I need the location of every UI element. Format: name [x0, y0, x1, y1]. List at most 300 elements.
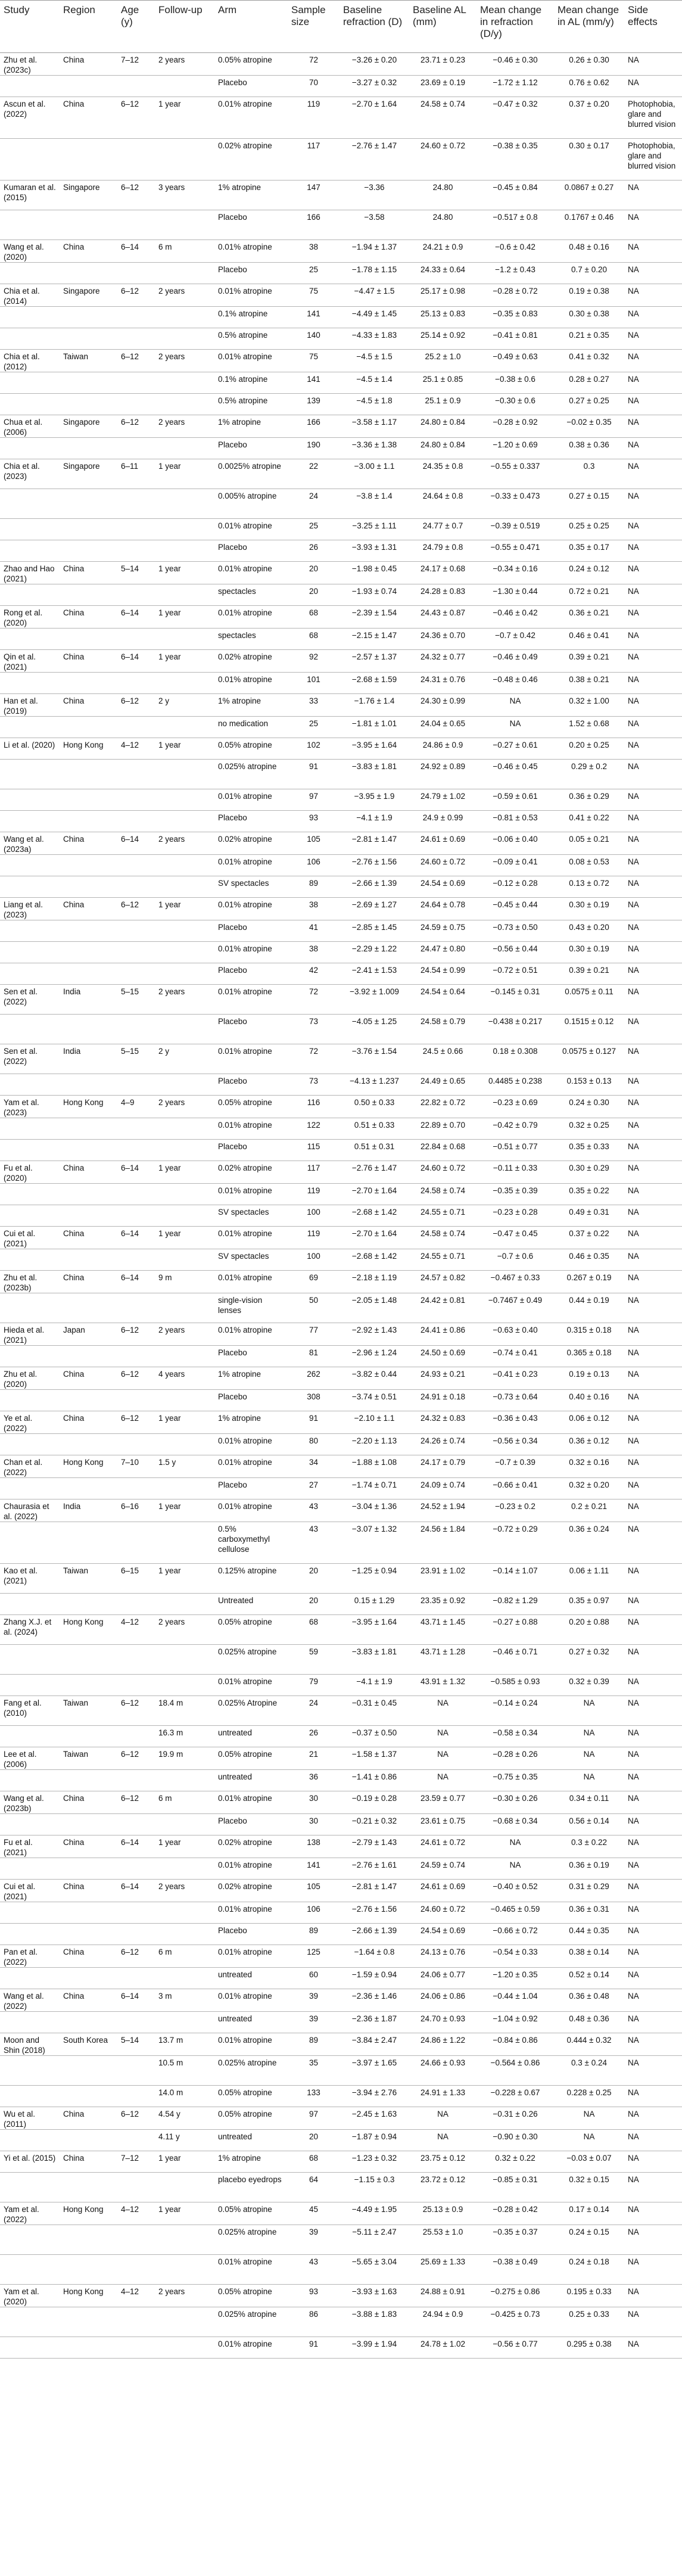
cell-arm: 0.01% atropine	[214, 985, 288, 1015]
cell-follow-up	[155, 1968, 214, 1989]
cell-sample-size: 125	[288, 1945, 340, 1968]
table-row	[0, 1323, 682, 1346]
cell-baseline-refraction: −3.95 ± 1.64	[340, 738, 409, 760]
cell-age: 6–14	[117, 1835, 155, 1858]
table-row	[0, 760, 682, 789]
cell-change-al: 0.1767 ± 0.46	[554, 210, 624, 240]
cell-side-effects: NA	[624, 1293, 682, 1323]
table-row	[0, 650, 682, 673]
table-row	[0, 2255, 682, 2285]
cell-baseline-al: 43.71 ± 1.28	[409, 1645, 477, 1675]
cell-arm: 0.01% atropine	[214, 2337, 288, 2359]
cell-arm: Placebo	[214, 1478, 288, 1499]
cell-baseline-al: 23.91 ± 1.02	[409, 1564, 477, 1594]
cell-study: Chia et al. (2023)	[0, 459, 60, 489]
cell-age	[117, 1645, 155, 1675]
cell-baseline-al: 24.88 ± 0.91	[409, 2285, 477, 2307]
cell-baseline-al: 25.13 ± 0.83	[409, 307, 477, 328]
cell-sample-size: 116	[288, 1096, 340, 1118]
cell-region: China	[60, 694, 117, 717]
cell-age: 4–12	[117, 1615, 155, 1645]
cell-study	[0, 1902, 60, 1924]
cell-study: Chaurasia et al. (2022)	[0, 1499, 60, 1522]
cell-baseline-al: 23.71 ± 0.23	[409, 53, 477, 76]
cell-study	[0, 673, 60, 694]
cell-change-al: 0.36 ± 0.21	[554, 606, 624, 629]
cell-side-effects: NA	[624, 629, 682, 650]
cell-change-refraction: NA	[477, 694, 554, 717]
cell-baseline-al: 24.79 ± 1.02	[409, 789, 477, 811]
cell-change-refraction: −0.275 ± 0.86	[477, 2285, 554, 2307]
cell-baseline-al: 24.5 ± 0.66	[409, 1044, 477, 1074]
cell-age	[117, 1434, 155, 1455]
cell-region: China	[60, 562, 117, 584]
table-row	[0, 2225, 682, 2255]
cell-age	[117, 2255, 155, 2285]
cell-sample-size: 68	[288, 1615, 340, 1645]
cell-change-refraction: −1.20 ± 0.69	[477, 438, 554, 459]
cell-side-effects: NA	[624, 738, 682, 760]
cell-change-al: 0.37 ± 0.22	[554, 1227, 624, 1249]
cell-baseline-refraction: −0.21 ± 0.32	[340, 1814, 409, 1835]
cell-change-al: 0.46 ± 0.41	[554, 629, 624, 650]
cell-change-refraction: −0.55 ± 0.471	[477, 540, 554, 562]
cell-baseline-refraction: −3.58	[340, 210, 409, 240]
cell-region: Hong Kong	[60, 1615, 117, 1645]
cell-region: Singapore	[60, 459, 117, 489]
cell-baseline-al: 24.94 ± 0.9	[409, 2307, 477, 2337]
cell-change-al: 0.30 ± 0.19	[554, 898, 624, 920]
cell-baseline-al: 24.60 ± 0.72	[409, 139, 477, 181]
cell-age: 6–14	[117, 1227, 155, 1249]
cell-change-al: 0.30 ± 0.38	[554, 307, 624, 328]
cell-follow-up	[155, 1434, 214, 1455]
cell-age	[117, 1522, 155, 1564]
cell-side-effects: NA	[624, 1747, 682, 1770]
table-row	[0, 97, 682, 139]
cell-follow-up: 1 year	[155, 650, 214, 673]
cell-arm: Placebo	[214, 920, 288, 942]
cell-sample-size: 92	[288, 650, 340, 673]
cell-study	[0, 263, 60, 284]
cell-region: China	[60, 2151, 117, 2173]
table-row	[0, 372, 682, 394]
cell-region	[60, 1924, 117, 1945]
cell-side-effects: NA	[624, 1323, 682, 1346]
cell-baseline-al: NA	[409, 2130, 477, 2151]
cell-change-al: 0.35 ± 0.33	[554, 1140, 624, 1161]
cell-study	[0, 1770, 60, 1791]
cell-sample-size: 89	[288, 2033, 340, 2056]
cell-arm: placebo eyedrops	[214, 2173, 288, 2202]
cell-side-effects: NA	[624, 240, 682, 263]
cell-baseline-al: 24.13 ± 0.76	[409, 1945, 477, 1968]
cell-age	[117, 760, 155, 789]
cell-follow-up: 1 year	[155, 1499, 214, 1522]
table-row	[0, 855, 682, 876]
cell-age: 4–12	[117, 2202, 155, 2225]
cell-region	[60, 1346, 117, 1367]
cell-arm: 0.01% atropine	[214, 2033, 288, 2056]
cell-baseline-al: 24.93 ± 0.21	[409, 1367, 477, 1390]
cell-change-refraction: NA	[477, 1858, 554, 1880]
header-row	[0, 1, 682, 53]
cell-side-effects: NA	[624, 1726, 682, 1747]
cell-region	[60, 811, 117, 832]
cell-follow-up	[155, 1015, 214, 1044]
cell-follow-up: 6 m	[155, 240, 214, 263]
cell-change-al: 0.52 ± 0.14	[554, 1968, 624, 1989]
cell-sample-size: 105	[288, 832, 340, 855]
cell-baseline-refraction: −3.76 ± 1.54	[340, 1044, 409, 1074]
cell-side-effects: NA	[624, 2285, 682, 2307]
cell-arm: 0.01% atropine	[214, 789, 288, 811]
cell-age	[117, 328, 155, 350]
cell-sample-size: 141	[288, 307, 340, 328]
cell-arm: Placebo	[214, 540, 288, 562]
cell-region	[60, 2056, 117, 2086]
cell-baseline-refraction: −2.76 ± 1.56	[340, 1902, 409, 1924]
cell-sample-size: 190	[288, 438, 340, 459]
cell-change-al: 0.295 ± 0.38	[554, 2337, 624, 2359]
cell-sample-size: 24	[288, 1696, 340, 1726]
cell-region	[60, 1770, 117, 1791]
cell-baseline-refraction: −2.66 ± 1.39	[340, 876, 409, 898]
cell-arm: 0.01% atropine	[214, 1184, 288, 1205]
cell-change-al: 0.28 ± 0.27	[554, 372, 624, 394]
cell-arm: Placebo	[214, 1140, 288, 1161]
cell-sample-size: 36	[288, 1770, 340, 1791]
cell-change-al: 0.36 ± 0.29	[554, 789, 624, 811]
cell-study: Fu et al. (2021)	[0, 1835, 60, 1858]
cell-arm: SV spectacles	[214, 876, 288, 898]
cell-side-effects: NA	[624, 1015, 682, 1044]
cell-study	[0, 540, 60, 562]
cell-sample-size: 50	[288, 1293, 340, 1323]
cell-sample-size: 59	[288, 1645, 340, 1675]
cell-change-al: 0.20 ± 0.25	[554, 738, 624, 760]
cell-study	[0, 1726, 60, 1747]
cell-sample-size: 30	[288, 1814, 340, 1835]
cell-side-effects: NA	[624, 2307, 682, 2337]
cell-change-al: 0.36 ± 0.31	[554, 1902, 624, 1924]
cell-baseline-al: 24.35 ± 0.8	[409, 459, 477, 489]
cell-study: Sen et al. (2022)	[0, 1044, 60, 1074]
cell-baseline-refraction: −3.83 ± 1.81	[340, 760, 409, 789]
cell-side-effects: NA	[624, 2086, 682, 2107]
cell-baseline-al: 24.80 ± 0.84	[409, 438, 477, 459]
cell-age: 5–14	[117, 2033, 155, 2056]
cell-side-effects: NA	[624, 1205, 682, 1227]
cell-region	[60, 1140, 117, 1161]
cell-baseline-refraction: −4.33 ± 1.83	[340, 328, 409, 350]
cell-change-refraction: −0.7 ± 0.6	[477, 1249, 554, 1271]
cell-side-effects: NA	[624, 519, 682, 540]
cell-follow-up: 2 years	[155, 53, 214, 76]
cell-sample-size: 80	[288, 1434, 340, 1455]
cell-study: Kumaran et al. (2015)	[0, 181, 60, 210]
cell-region	[60, 876, 117, 898]
cell-baseline-al: 23.72 ± 0.12	[409, 2173, 477, 2202]
cell-follow-up	[155, 1205, 214, 1227]
cell-change-al: 0.26 ± 0.30	[554, 53, 624, 76]
cell-region: China	[60, 240, 117, 263]
cell-baseline-refraction: −1.64 ± 0.8	[340, 1945, 409, 1968]
cell-follow-up	[155, 811, 214, 832]
cell-side-effects: NA	[624, 1924, 682, 1945]
cell-age: 6–12	[117, 1945, 155, 1968]
table-row	[0, 1675, 682, 1696]
cell-age	[117, 1140, 155, 1161]
table-row	[0, 1367, 682, 1390]
cell-region	[60, 963, 117, 985]
cell-baseline-al: 25.69 ± 1.33	[409, 2255, 477, 2285]
cell-change-refraction: −0.28 ± 0.72	[477, 284, 554, 307]
table-row	[0, 1249, 682, 1271]
cell-arm: spectacles	[214, 584, 288, 606]
cell-sample-size: 147	[288, 181, 340, 210]
cell-follow-up	[155, 1074, 214, 1096]
cell-arm: 0.025% atropine	[214, 760, 288, 789]
cell-region	[60, 263, 117, 284]
cell-arm: 0.0025% atropine	[214, 459, 288, 489]
cell-side-effects: NA	[624, 307, 682, 328]
table-row	[0, 673, 682, 694]
cell-study: Cui et al. (2021)	[0, 1227, 60, 1249]
cell-follow-up: 1 year	[155, 562, 214, 584]
cell-change-al: 0.29 ± 0.2	[554, 760, 624, 789]
cell-sample-size: 38	[288, 240, 340, 263]
cell-side-effects: NA	[624, 1835, 682, 1858]
cell-study	[0, 2225, 60, 2255]
cell-baseline-refraction: −2.18 ± 1.19	[340, 1271, 409, 1293]
cell-side-effects: NA	[624, 1791, 682, 1814]
cell-side-effects: NA	[624, 210, 682, 240]
cell-change-refraction: NA	[477, 717, 554, 738]
cell-study: Chia et al. (2014)	[0, 284, 60, 307]
cell-change-al: 0.36 ± 0.12	[554, 1434, 624, 1455]
table-row	[0, 284, 682, 307]
table-row	[0, 1989, 682, 2012]
cell-arm: 0.5% atropine	[214, 394, 288, 415]
table-row	[0, 898, 682, 920]
cell-baseline-refraction: −2.76 ± 1.56	[340, 855, 409, 876]
cell-follow-up	[155, 2173, 214, 2202]
cell-region	[60, 307, 117, 328]
cell-age	[117, 1184, 155, 1205]
cell-baseline-refraction: −1.81 ± 1.01	[340, 717, 409, 738]
table-row	[0, 438, 682, 459]
cell-baseline-al: 24.32 ± 0.83	[409, 1411, 477, 1434]
cell-region: Singapore	[60, 284, 117, 307]
cell-sample-size: 106	[288, 1902, 340, 1924]
cell-age: 4–12	[117, 738, 155, 760]
cell-change-refraction: −1.04 ± 0.92	[477, 2012, 554, 2033]
header-sample-size: Sample size	[288, 1, 340, 53]
cell-change-al: 0.39 ± 0.21	[554, 650, 624, 673]
cell-change-al: 0.0575 ± 0.11	[554, 985, 624, 1015]
cell-change-refraction: −0.73 ± 0.64	[477, 1390, 554, 1411]
cell-baseline-refraction: −3.36 ± 1.38	[340, 438, 409, 459]
cell-change-refraction: −0.72 ± 0.51	[477, 963, 554, 985]
cell-follow-up	[155, 584, 214, 606]
cell-study: Chua et al. (2006)	[0, 415, 60, 438]
cell-baseline-al: 24.58 ± 0.74	[409, 1227, 477, 1249]
cell-baseline-refraction: −2.81 ± 1.47	[340, 1880, 409, 1902]
cell-region	[60, 1522, 117, 1564]
cell-change-al: 0.25 ± 0.33	[554, 2307, 624, 2337]
cell-age	[117, 519, 155, 540]
cell-change-refraction: 0.32 ± 0.22	[477, 2151, 554, 2173]
cell-side-effects: NA	[624, 942, 682, 963]
table-row	[0, 985, 682, 1015]
cell-sample-size: 20	[288, 1564, 340, 1594]
cell-age	[117, 2337, 155, 2359]
cell-arm: 0.01% atropine	[214, 2255, 288, 2285]
cell-side-effects: NA	[624, 1044, 682, 1074]
cell-region: China	[60, 97, 117, 139]
cell-age	[117, 920, 155, 942]
cell-baseline-refraction: −2.15 ± 1.47	[340, 629, 409, 650]
cell-follow-up: 1 year	[155, 738, 214, 760]
cell-region: South Korea	[60, 2033, 117, 2056]
cell-side-effects: NA	[624, 1074, 682, 1096]
cell-change-al: 0.30 ± 0.17	[554, 139, 624, 181]
cell-age	[117, 489, 155, 519]
cell-arm: 1% atropine	[214, 694, 288, 717]
cell-change-al: NA	[554, 1726, 624, 1747]
cell-sample-size: 86	[288, 2307, 340, 2337]
cell-age	[117, 1968, 155, 1989]
cell-age	[117, 76, 155, 97]
cell-baseline-al: 24.79 ± 0.8	[409, 540, 477, 562]
cell-study	[0, 1814, 60, 1835]
cell-sample-size: 20	[288, 1594, 340, 1615]
cell-region: China	[60, 832, 117, 855]
cell-age: 6–12	[117, 2107, 155, 2130]
cell-age: 7–12	[117, 2151, 155, 2173]
cell-baseline-refraction: −2.10 ± 1.1	[340, 1411, 409, 1434]
cell-region	[60, 1814, 117, 1835]
cell-arm: 0.02% atropine	[214, 1880, 288, 1902]
cell-change-refraction: −0.41 ± 0.23	[477, 1367, 554, 1390]
cell-arm: 0.01% atropine	[214, 97, 288, 139]
cell-arm: Placebo	[214, 811, 288, 832]
cell-baseline-refraction: −3.88 ± 1.83	[340, 2307, 409, 2337]
cell-change-refraction: −0.47 ± 0.32	[477, 97, 554, 139]
cell-region	[60, 1205, 117, 1227]
cell-study	[0, 584, 60, 606]
cell-change-refraction: NA	[477, 1835, 554, 1858]
cell-baseline-al: 24.54 ± 0.64	[409, 985, 477, 1015]
cell-baseline-refraction: −3.84 ± 2.47	[340, 2033, 409, 2056]
cell-baseline-al: 24.80	[409, 210, 477, 240]
cell-arm: Placebo	[214, 1015, 288, 1044]
table-row	[0, 540, 682, 562]
cell-follow-up: 2 years	[155, 985, 214, 1015]
cell-change-refraction: −0.23 ± 0.2	[477, 1499, 554, 1522]
cell-sample-size: 20	[288, 562, 340, 584]
table-row	[0, 920, 682, 942]
cell-side-effects: NA	[624, 2225, 682, 2255]
cell-sample-size: 97	[288, 789, 340, 811]
cell-study: Ascun et al. (2022)	[0, 97, 60, 139]
cell-follow-up	[155, 2255, 214, 2285]
cell-study: Zhu et al. (2023c)	[0, 53, 60, 76]
cell-study: Yam et al. (2023)	[0, 1096, 60, 1118]
cell-side-effects: NA	[624, 1390, 682, 1411]
cell-follow-up	[155, 920, 214, 942]
cell-arm: 0.025% atropine	[214, 2056, 288, 2086]
cell-region: China	[60, 1880, 117, 1902]
cell-change-al: 0.05 ± 0.21	[554, 832, 624, 855]
table-row	[0, 606, 682, 629]
cell-age: 7–10	[117, 1455, 155, 1478]
cell-baseline-refraction: −4.49 ± 1.95	[340, 2202, 409, 2225]
cell-sample-size: 34	[288, 1455, 340, 1478]
cell-baseline-refraction: −2.76 ± 1.61	[340, 1858, 409, 1880]
cell-change-refraction: −0.40 ± 0.52	[477, 1880, 554, 1902]
cell-baseline-refraction: −1.74 ± 0.71	[340, 1478, 409, 1499]
cell-arm: 0.01% atropine	[214, 562, 288, 584]
cell-arm: 1% atropine	[214, 181, 288, 210]
cell-region: Taiwan	[60, 350, 117, 372]
cell-sample-size: 79	[288, 1675, 340, 1696]
cell-side-effects: NA	[624, 1367, 682, 1390]
cell-side-effects: NA	[624, 694, 682, 717]
cell-sample-size: 26	[288, 1726, 340, 1747]
cell-age	[117, 584, 155, 606]
cell-baseline-refraction: −1.93 ± 0.74	[340, 584, 409, 606]
cell-arm: untreated	[214, 1968, 288, 1989]
table-row	[0, 1615, 682, 1645]
cell-age	[117, 372, 155, 394]
cell-study	[0, 1074, 60, 1096]
cell-baseline-al: 24.59 ± 0.74	[409, 1858, 477, 1880]
cell-follow-up: 1 year	[155, 2202, 214, 2225]
cell-baseline-refraction: −1.78 ± 1.15	[340, 263, 409, 284]
cell-baseline-al: 23.59 ± 0.77	[409, 1791, 477, 1814]
cell-change-al: 0.31 ± 0.29	[554, 1880, 624, 1902]
cell-study	[0, 1522, 60, 1564]
cell-side-effects: NA	[624, 717, 682, 738]
table-row	[0, 1858, 682, 1880]
cell-baseline-al: 24.91 ± 1.33	[409, 2086, 477, 2107]
cell-region: Hong Kong	[60, 1096, 117, 1118]
cell-follow-up	[155, 1594, 214, 1615]
cell-follow-up: 1 year	[155, 97, 214, 139]
cell-baseline-refraction: −2.29 ± 1.22	[340, 942, 409, 963]
table-row	[0, 489, 682, 519]
cell-region: China	[60, 1835, 117, 1858]
cell-arm: 0.01% atropine	[214, 1989, 288, 2012]
cell-sample-size: 73	[288, 1074, 340, 1096]
cell-region: China	[60, 2107, 117, 2130]
cell-baseline-refraction: −1.88 ± 1.08	[340, 1455, 409, 1478]
cell-region	[60, 2337, 117, 2359]
cell-study	[0, 2173, 60, 2202]
cell-change-refraction: −0.73 ± 0.50	[477, 920, 554, 942]
cell-follow-up: 9 m	[155, 1271, 214, 1293]
table-row	[0, 562, 682, 584]
cell-baseline-al: 43.91 ± 1.32	[409, 1675, 477, 1696]
cell-region	[60, 1118, 117, 1140]
cell-age: 6–14	[117, 832, 155, 855]
cell-change-refraction: −0.54 ± 0.33	[477, 1945, 554, 1968]
cell-arm: untreated	[214, 1726, 288, 1747]
cell-change-refraction: −0.7467 ± 0.49	[477, 1293, 554, 1323]
cell-side-effects: NA	[624, 1522, 682, 1564]
